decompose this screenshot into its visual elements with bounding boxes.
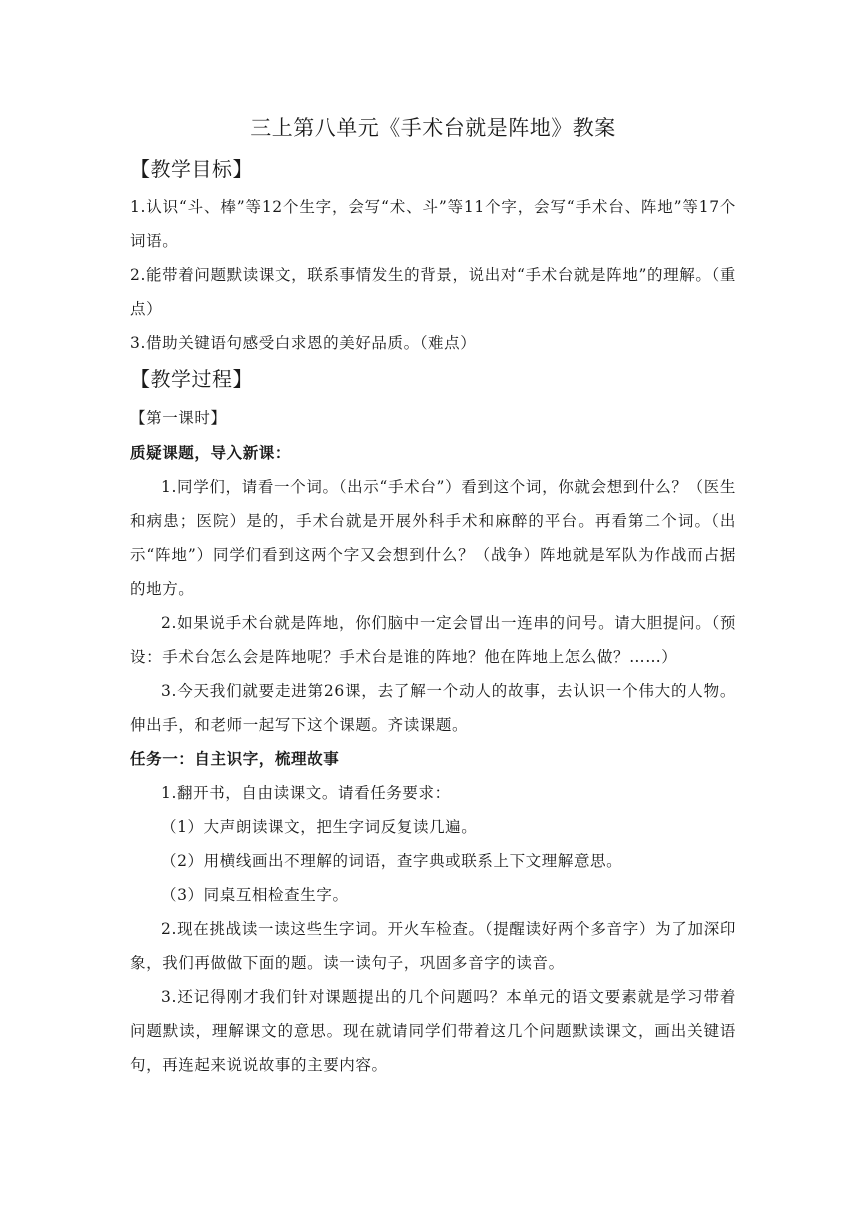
part1-paragraph-2: 2.如果说手术台就是阵地，你们脑中一定会冒出一连串的问号。请大胆提问。（预设：手术台怎么会是阵地呢？手术台是谁的阵地？他在阵地上怎么做？……） <box>130 614 736 666</box>
goals-heading: 【教学目标】 <box>130 157 253 181</box>
goal-item-2: 2.能带着问题默读课文，联系事情发生的背景，说出对“手术台就是阵地”的理解。（重点） <box>130 266 736 318</box>
part1-heading: 质疑课题，导入新课： <box>130 444 292 462</box>
goal-item-3: 3.借助关键语句感受白求恩的美好品质。（难点） <box>130 334 477 352</box>
task1-item-2: （2）用横线画出不理解的词语，查字典或联系上下文理解意思。 <box>161 852 623 870</box>
goal-item-1: 1.认识“斗、棒”等12个生字，会写“术、斗”等11个字，会写“手术台、阵地”等17个词语。 <box>130 198 736 250</box>
part1-paragraph-1: 1.同学们，请看一个词。（出示“手术台”）看到这个词，你就会想到什么？（医生和病患；医院）是的，手术台就是开展外科手术和麻醉的平台。再看第二个词。（出示“阵地”）同学们看到这两个字又会想到什么？（战争）阵地就是军队为作战而占据的地方。 <box>130 478 736 598</box>
task1-paragraph-2: 2.现在挑战读一读这些生字词。开火车检查。（提醒读好两个多音字）为了加深印象，我们再做做下面的题。读一读句子，巩固多音字的读音。 <box>130 920 736 972</box>
task1-item-3: （3）同桌互相检查生字。 <box>161 886 349 904</box>
lesson-label: 【第一课时】 <box>130 409 227 427</box>
task1-intro: 1.翻开书，自由读课文。请看任务要求： <box>161 784 451 802</box>
task1-paragraph-3: 3.还记得刚才我们针对课题提出的几个问题吗？本单元的语文要素就是学习带着问题默读，理解课文的意思。现在就请同学们带着这几个问题默读课文，画出关键语句，再连起来说说故事的主要内容。 <box>130 988 736 1074</box>
task1-heading: 任务一：自主识字，梳理故事 <box>130 750 340 768</box>
document-content <box>130 108 736 1082</box>
task1-item-1: （1）大声朗读课文，把生字词反复读几遍。 <box>161 818 478 836</box>
process-heading: 【教学过程】 <box>130 367 253 391</box>
document-title: 三上第八单元《手术台就是阵地》教案 <box>250 116 616 140</box>
part1-paragraph-3: 3.今天我们就要走进第26课，去了解一个动人的故事，去认识一个伟大的人物。伸出手，和老师一起写下这个课题。齐读课题。 <box>130 682 736 734</box>
